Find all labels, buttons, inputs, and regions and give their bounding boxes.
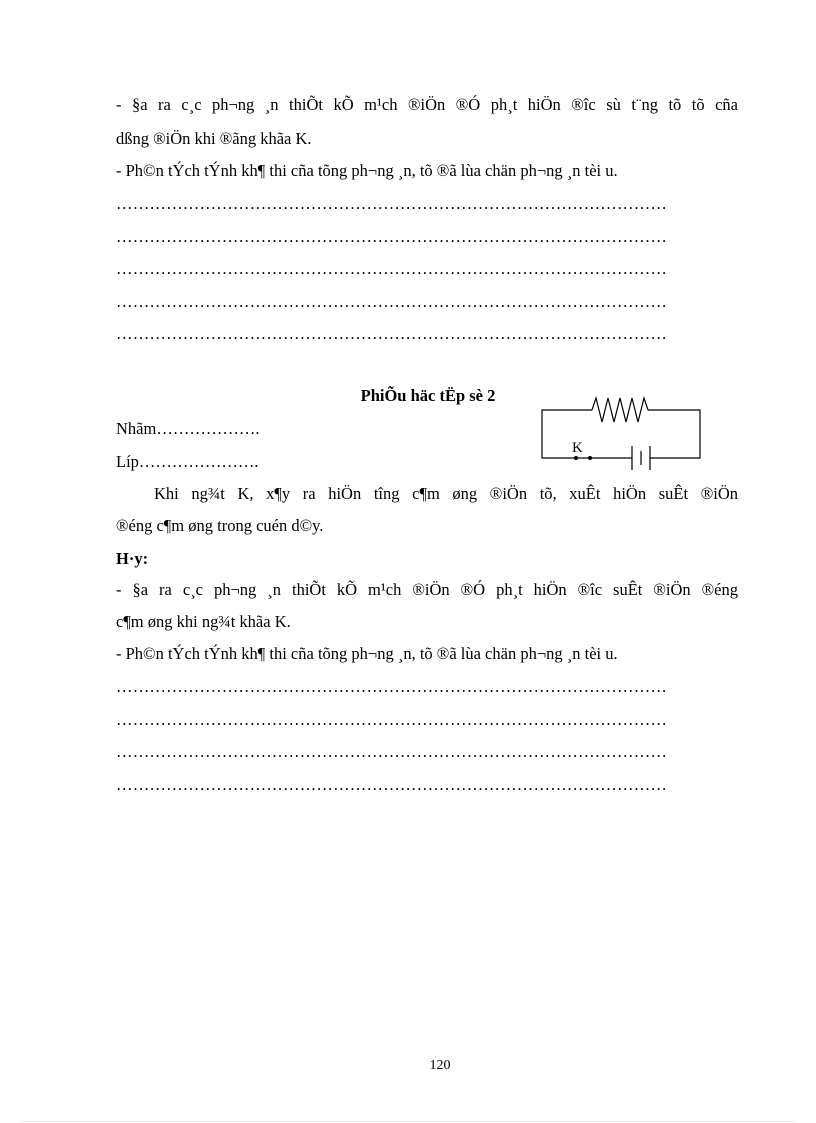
page-bottom-rule [20,1121,796,1122]
circuit-wire-left [542,410,592,458]
task-a-line-1: - §a ra c¸c ph¬ng ¸n thiÕt kÕ m¹ch ®iÖn ®Ó ph¸t hiÖn ®îc suÊt ®iÖn ®éng [116,580,738,599]
answer-line: ……………………………………………………………………………………… [116,292,668,311]
page-number: 120 [429,1058,451,1073]
answer-line: ……………………………………………………………………………………… [116,227,668,246]
task-a-line-2: dßng ®iÖn khi ®ãng khãa K. [116,129,312,148]
task-b-line: - Ph©n tÝch tÝnh kh¶ thi cña tõng ph¬ng ¸n, tõ ®ã lùa chän ph¬ng ¸n tèi u. [116,644,618,663]
answer-line: ……………………………………………………………………………………… [116,742,668,761]
switch-contact [588,456,592,460]
answer-line: ……………………………………………………………………………………… [116,710,668,729]
answer-line: ……………………………………………………………………………………… [116,324,668,343]
answer-line: ……………………………………………………………………………………… [116,259,668,278]
intro-line-2: ®éng c¶m øng trong cuén d©y. [116,516,324,535]
task-b-line: - Ph©n tÝch tÝnh kh¶ thi cña tõng ph¬ng ¸n, tõ ®ã lùa chän ph¬ng ¸n tèi u. [116,161,618,180]
group-name-field: Nhãm………………. [116,419,260,438]
intro-line-1: Khi ng¾t K, x¶y ra hiÖn tîng c¶m øng ®iÖn tõ, xuÊt hiÖn suÊt ®iÖn [154,484,738,503]
resistor-icon [592,398,648,422]
answer-line: ……………………………………………………………………………………… [116,677,668,696]
instruction-label: H·y: [116,549,149,568]
class-field: Líp…………………. [116,452,259,471]
task-a-line-1: - §a ra c¸c ph¬ng ¸n thiÕt kÕ m¹ch ®iÖn ®Ó ph¸t hiÖn ®îc sù t¨ng tõ tõ cña [116,95,738,114]
task-a-line-2: c¶m øng khi ng¾t khãa K. [116,612,291,631]
circuit-wire-right [648,410,700,458]
answer-line: ……………………………………………………………………………………… [116,775,668,794]
switch-contact [574,456,578,460]
worksheet-title: PhiÕu häc tËp sè 2 [360,386,496,405]
answer-line: ……………………………………………………………………………………… [116,194,668,213]
switch-label: K [572,440,583,456]
circuit-diagram [540,392,710,472]
